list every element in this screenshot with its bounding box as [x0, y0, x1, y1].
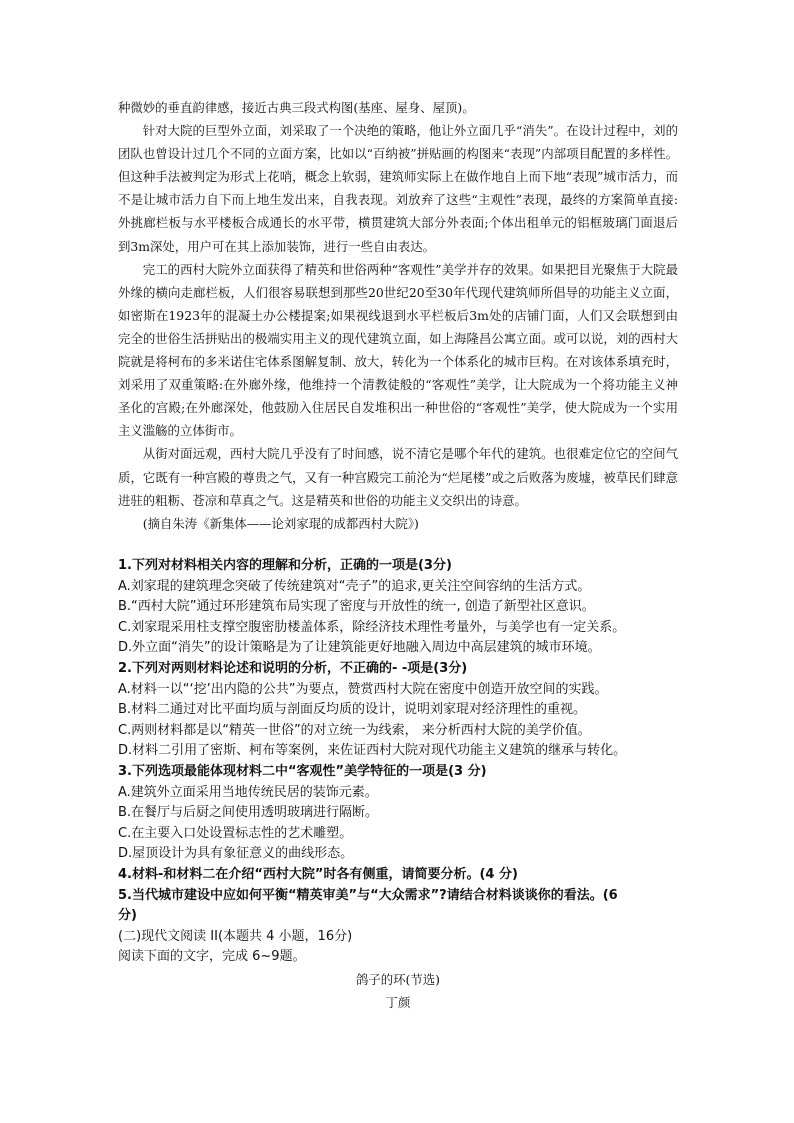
reading-instruction: 阅读下面的文字，完成 6~9题。 [118, 949, 306, 965]
story-heading [118, 968, 678, 1014]
question-2-option-c: C.两则材料都是以“精英一世俗”的对立统一为线索， 来分析西村大院的美学价值。 [118, 722, 591, 738]
question-5-line-2: 分) [118, 908, 137, 924]
material-two-text [118, 96, 678, 535]
section-heading: (二)现代文阅读 II(本题共 4 小题，16分) [118, 928, 353, 944]
paragraph-facade-strategy: 针对大院的巨型外立面，刘采取了一个决绝的策略，他让外立面几乎“消失”。在设计过程中，刘的团队也曾设计过几个不同的立面方案，比如以“百纳被”拼贴画的构图来“表现”内部项目配置的多样性。但这种手法被判定为形式上花哨，概念上软弱，建筑师实际上在做作地自上而下地“表现”城市活力，而不是让城市活力自下而上地生发出来，自我表现。刘放弃了这些“主观性”表现，最终的方案简单直接:外挑廊栏板与水平楼板合成通长的水平带，横贯建筑大部分外表面;个体出租单元的铝框玻璃门面退后到3m深处，用户可在其上添加装饰，进行一些自由表达。 [118, 123, 678, 254]
question-2-option-b: B.材料二通过对比平面均质与剖面反均质的设计，说明刘家琨对经济理性的重视。 [118, 702, 587, 718]
question-4: 4.材料-和材料二在介绍“西村大院”时各有侧重，请简要分析。(4 分) [118, 866, 518, 882]
question-2-option-d: D.材料二引用了密斯、柯布等案例，来佐证西村大院对现代功能主义建筑的继承与转化。 [118, 743, 627, 759]
question-1-stem: 1.下列对材料相关内容的理解和分析，正确的一项是(3分) [118, 558, 452, 573]
question-2-stem: 2.下列对两则材料论述和说明的分析，不正确的- -项是(3分) [118, 660, 468, 676]
question-3-option-b: B.在餐厅与后厨之间使用透明玻璃进行隔断。 [118, 805, 379, 821]
question-1-option-c: C.刘家琨采用柱支撑空腹密肋楼盖体系，除经济技术理性考量外，与美学也有一定关系。 [118, 619, 626, 635]
story-author: 丁颜 [385, 995, 411, 1010]
question-3-option-d: D.屋顶设计为具有象征意义的曲线形态。 [118, 846, 354, 862]
question-3-option-a: A.建筑外立面采用当地传统民居的装饰元素。 [118, 784, 378, 800]
paragraph-objectivity-aesthetics: 完工的西村大院外立面获得了精英和世俗两种“客观性”美学并存的效果。如果把目光聚焦于大院最外缘的横向走廊栏板，人们很容易联想到那些20世纪20至30年代现代建筑师所倡导的功能主义立面，如密斯在1923年的混凝土办公楼提案;如果视线退到水平栏板后3m处的店铺门面，人们又会联想到由完全的世俗生活拼贴出的极端实用主义的现代建筑立面，如上海隆昌公寓立面。或可以说，刘的西村大院就是将柯布的多米诺住宅体系图解复制、放大，转化为一个体系化的城市巨构。在对该体系填充时，刘采用了双重策略:在外廊外缘，他维持一个清教徒般的“客观性”美学，让大院成为一个将功能主义神圣化的宫殿;在外廊深处，他鼓励入住居民自发堆积出一种世俗的“客观性”美学，使大院成为一个实用主义滥觞的立体街市。 [118, 261, 678, 439]
question-3-option-c: C.在主要入口处设置标志性的艺术雕塑。 [118, 825, 353, 841]
question-2-option-a: A.材料一以“‘挖’出内隐的公共”为要点，赞赏西村大院在密度中创造开放空间的实践。 [118, 681, 608, 697]
question-3-stem: 3.下列选项最能体现材料二中“客观性”美学特征的一项是(3 分) [118, 763, 487, 779]
question-1-option-b: B.“西村大院”通过环形建筑布局实现了密度与开放性的统一, 创造了新型社区意识。 [118, 599, 595, 615]
question-1-option-a: A.刘家琨的建筑理念突破了传统建筑对“壳子”的追求,更关注空间容纳的生活方式。 [118, 578, 591, 594]
questions-block [118, 556, 688, 968]
question-5-line-1: 5.当代城市建设中应如何平衡“精英审美”与“大众需求”?请结合材料谈谈你的看法。(6 [118, 887, 618, 903]
source-citation: (摘自朱涛《新集体——论刘家琨的成都西村大院》) [142, 515, 419, 531]
paragraph-continuation: 种微妙的垂直韵律感，接近古典三段式构图(基座、屋身、屋顶)。 [118, 100, 475, 115]
question-1-option-d: D.外立面“消失”的设计策略是为了让建筑能更好地融入周边中高层建筑的城市环境。 [118, 640, 601, 656]
story-title: 鸽子的环(节选) [355, 972, 440, 987]
paragraph-street-view: 从街对面远观，西村大院几乎没有了时间感，说不清它是哪个年代的建筑。也很难定位它的空间气质，它既有一种宫殿的尊贵之气，又有一种宫殿完工前沦为“烂尾楼”或之后败落为废墟，被草民们肆意进驻的粗粝、苍凉和草真之气。这是精英和世俗的功能主义交织出的诗意。 [118, 446, 678, 508]
